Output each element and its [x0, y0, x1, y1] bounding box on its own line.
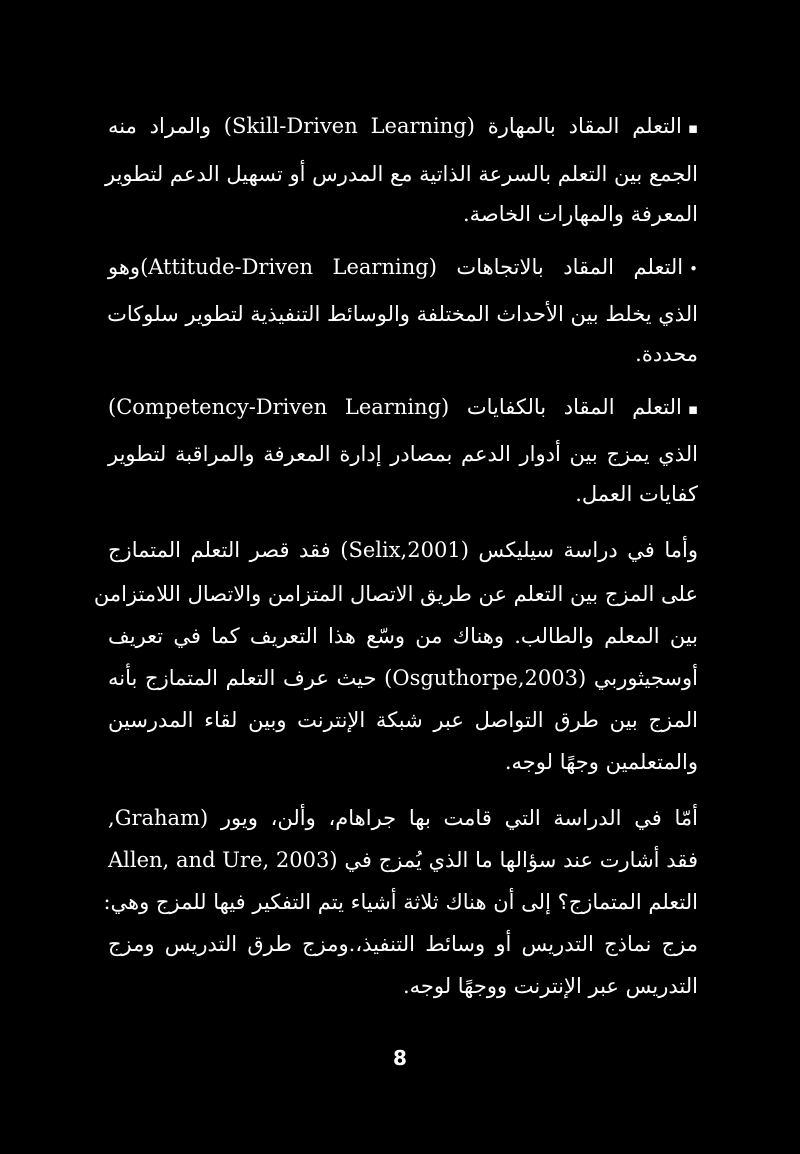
- skill-line-3: المعرفة والمهارات الخاصة.: [462, 202, 698, 226]
- competency-line-3: كفايات العمل.: [575, 482, 698, 506]
- graham-line-3: التعلم المتمازج؟ إلى أن هناك ثلاثة أشياء يتم التفكير فيها للمزج وهي:: [103, 890, 698, 914]
- selix-line-4: أوسجيثوربي (Osguthorpe,2003) حيث عرف التعلم المتمازج بأنه: [108, 666, 698, 690]
- attitude-line-2: الذي يخلط بين الأحداث المختلفة والوسائط التنفيذية لتطوير سلوكات: [107, 302, 698, 326]
- selix-line-1: وأما في دراسة سيليكس (Selix,2001) فقد قصر التعلم المتمازج: [108, 538, 698, 562]
- selix-line-5: المزج بين طرق التواصل عبر شبكة الإنترنت وبين لقاء المدرسين: [108, 708, 698, 732]
- graham-line-2: Allen, and Ure, 2003) فقد أشارت عند سؤالها ما الذي يُمزج في: [108, 848, 698, 872]
- skill-line-2: الجمع بين التعلم بالسرعة الذاتية مع المدرس أو تسهيل الدعم لتطوير: [104, 162, 698, 186]
- selix-line-2: على المزج بين التعلم عن طريق الاتصال المتزامن والاتصال اللامتزامن: [93, 582, 698, 606]
- competency-line-1-text: التعلم المقاد بالكفايات (Competency-Driven Learning): [108, 395, 682, 419]
- round-bullet-icon: •: [689, 260, 699, 278]
- attitude-line-3: محددة.: [635, 342, 698, 366]
- skill-line-1: [108, 112, 698, 142]
- competency-line-1: [108, 393, 698, 423]
- selix-line-6: والمتعلمين وجهًا لوجه.: [504, 750, 698, 774]
- attitude-line-1-text: التعلم المقاد بالاتجاهات (Attitude-Driven Learning)وهو: [108, 255, 684, 279]
- graham-line-1: أمّا في الدراسة التي قامت بها جراهام، وألن، ويور (Graham,: [108, 806, 698, 830]
- square-bullet-icon: ▪: [687, 400, 698, 418]
- graham-line-4: مزج نماذج التدريس أو وسائط التنفيذ،.ومزج طرق التدريس ومزج: [108, 932, 698, 956]
- attitude-line-1: [108, 253, 698, 283]
- graham-line-5: التدريس عبر الإنترنت ووجهًا لوجه.: [402, 974, 698, 998]
- square-bullet-icon: ▪: [687, 119, 698, 137]
- competency-line-2: الذي يمزج بين أدوار الدعم بمصادر إدارة المعرفة والمراقبة لتطوير: [108, 442, 698, 466]
- selix-line-3: بين المعلم والطالب. وهناك من وسّع هذا التعريف كما في تعريف: [108, 624, 698, 648]
- skill-line-1-text: التعلم المقاد بالمهارة (Skill-Driven Learning) والمراد منه: [108, 114, 682, 138]
- page-number: 8: [393, 1046, 407, 1070]
